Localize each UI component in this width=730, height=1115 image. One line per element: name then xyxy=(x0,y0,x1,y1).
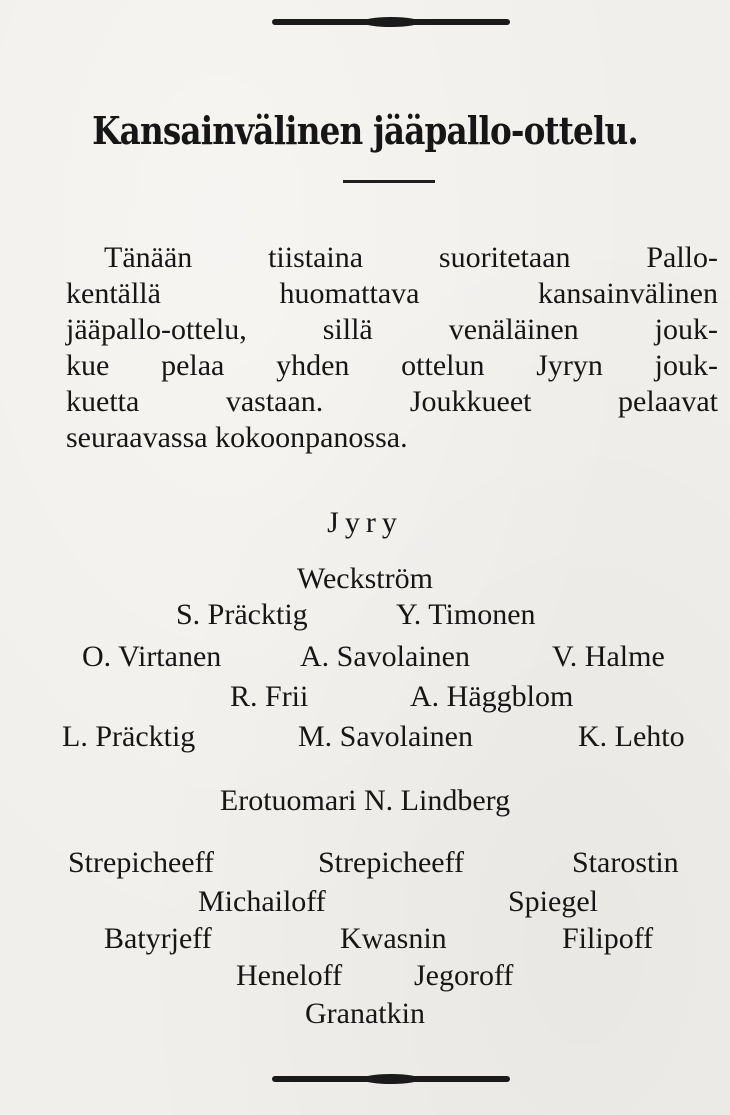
jyry-back-1: S. Präcktig xyxy=(176,598,308,631)
article-title: Kansainvälinen jääpallo-ottelu. xyxy=(92,108,638,153)
paragraph-line-1: Tänään tiistaina suoritetaan Pallo- xyxy=(104,241,718,274)
paragraph-line-4: kue pelaa yhden ottelun Jyryn jouk- xyxy=(66,349,718,382)
jyry-halfback-1: O. Virtanen xyxy=(82,640,222,673)
russian-player-10: Jegoroff xyxy=(414,959,514,992)
russian-player-2: Strepicheeff xyxy=(318,846,465,879)
russian-player-11: Granatkin xyxy=(305,997,425,1030)
russian-player-6: Batyrjeff xyxy=(104,922,212,955)
title-divider xyxy=(343,180,435,183)
russian-player-3: Starostin xyxy=(572,846,679,879)
jyry-halfback-3: V. Halme xyxy=(552,640,665,673)
referee-line: Erotuomari N. Lindberg xyxy=(219,784,511,817)
jyry-forward-3: K. Lehto xyxy=(578,720,685,753)
paragraph-line-6: seuraavassa kokoonpanossa. xyxy=(66,421,408,454)
russian-player-5: Spiegel xyxy=(508,885,598,918)
russian-player-7: Kwasnin xyxy=(340,922,447,955)
jyry-forward-1: L. Präcktig xyxy=(62,720,196,753)
jyry-forward-2: M. Savolainen xyxy=(298,720,473,753)
paragraph-line-2: kentällä huomattava kansainvälinen xyxy=(66,277,718,310)
jyry-goalkeeper: Weckström xyxy=(297,562,433,595)
russian-player-4: Michailoff xyxy=(198,885,326,918)
jyry-back-2: Y. Timonen xyxy=(396,598,536,631)
jyry-halfback-2: A. Savolainen xyxy=(300,640,470,673)
russian-player-8: Filipoff xyxy=(562,922,654,955)
russian-player-9: Heneloff xyxy=(236,959,343,992)
russian-player-1: Strepicheeff xyxy=(68,846,215,879)
paragraph-line-5: kuetta vastaan. Joukkueet pelaavat xyxy=(66,385,718,418)
team-name-jyry: Jyry xyxy=(327,506,403,539)
top-ornamental-rule xyxy=(272,19,510,25)
bottom-ornamental-rule xyxy=(272,1076,510,1082)
jyry-inner-2: A. Häggblom xyxy=(410,680,574,713)
jyry-inner-1: R. Frii xyxy=(230,680,309,713)
paragraph-line-3: jääpallo-ottelu, sillä venäläinen jouk- xyxy=(66,313,718,346)
